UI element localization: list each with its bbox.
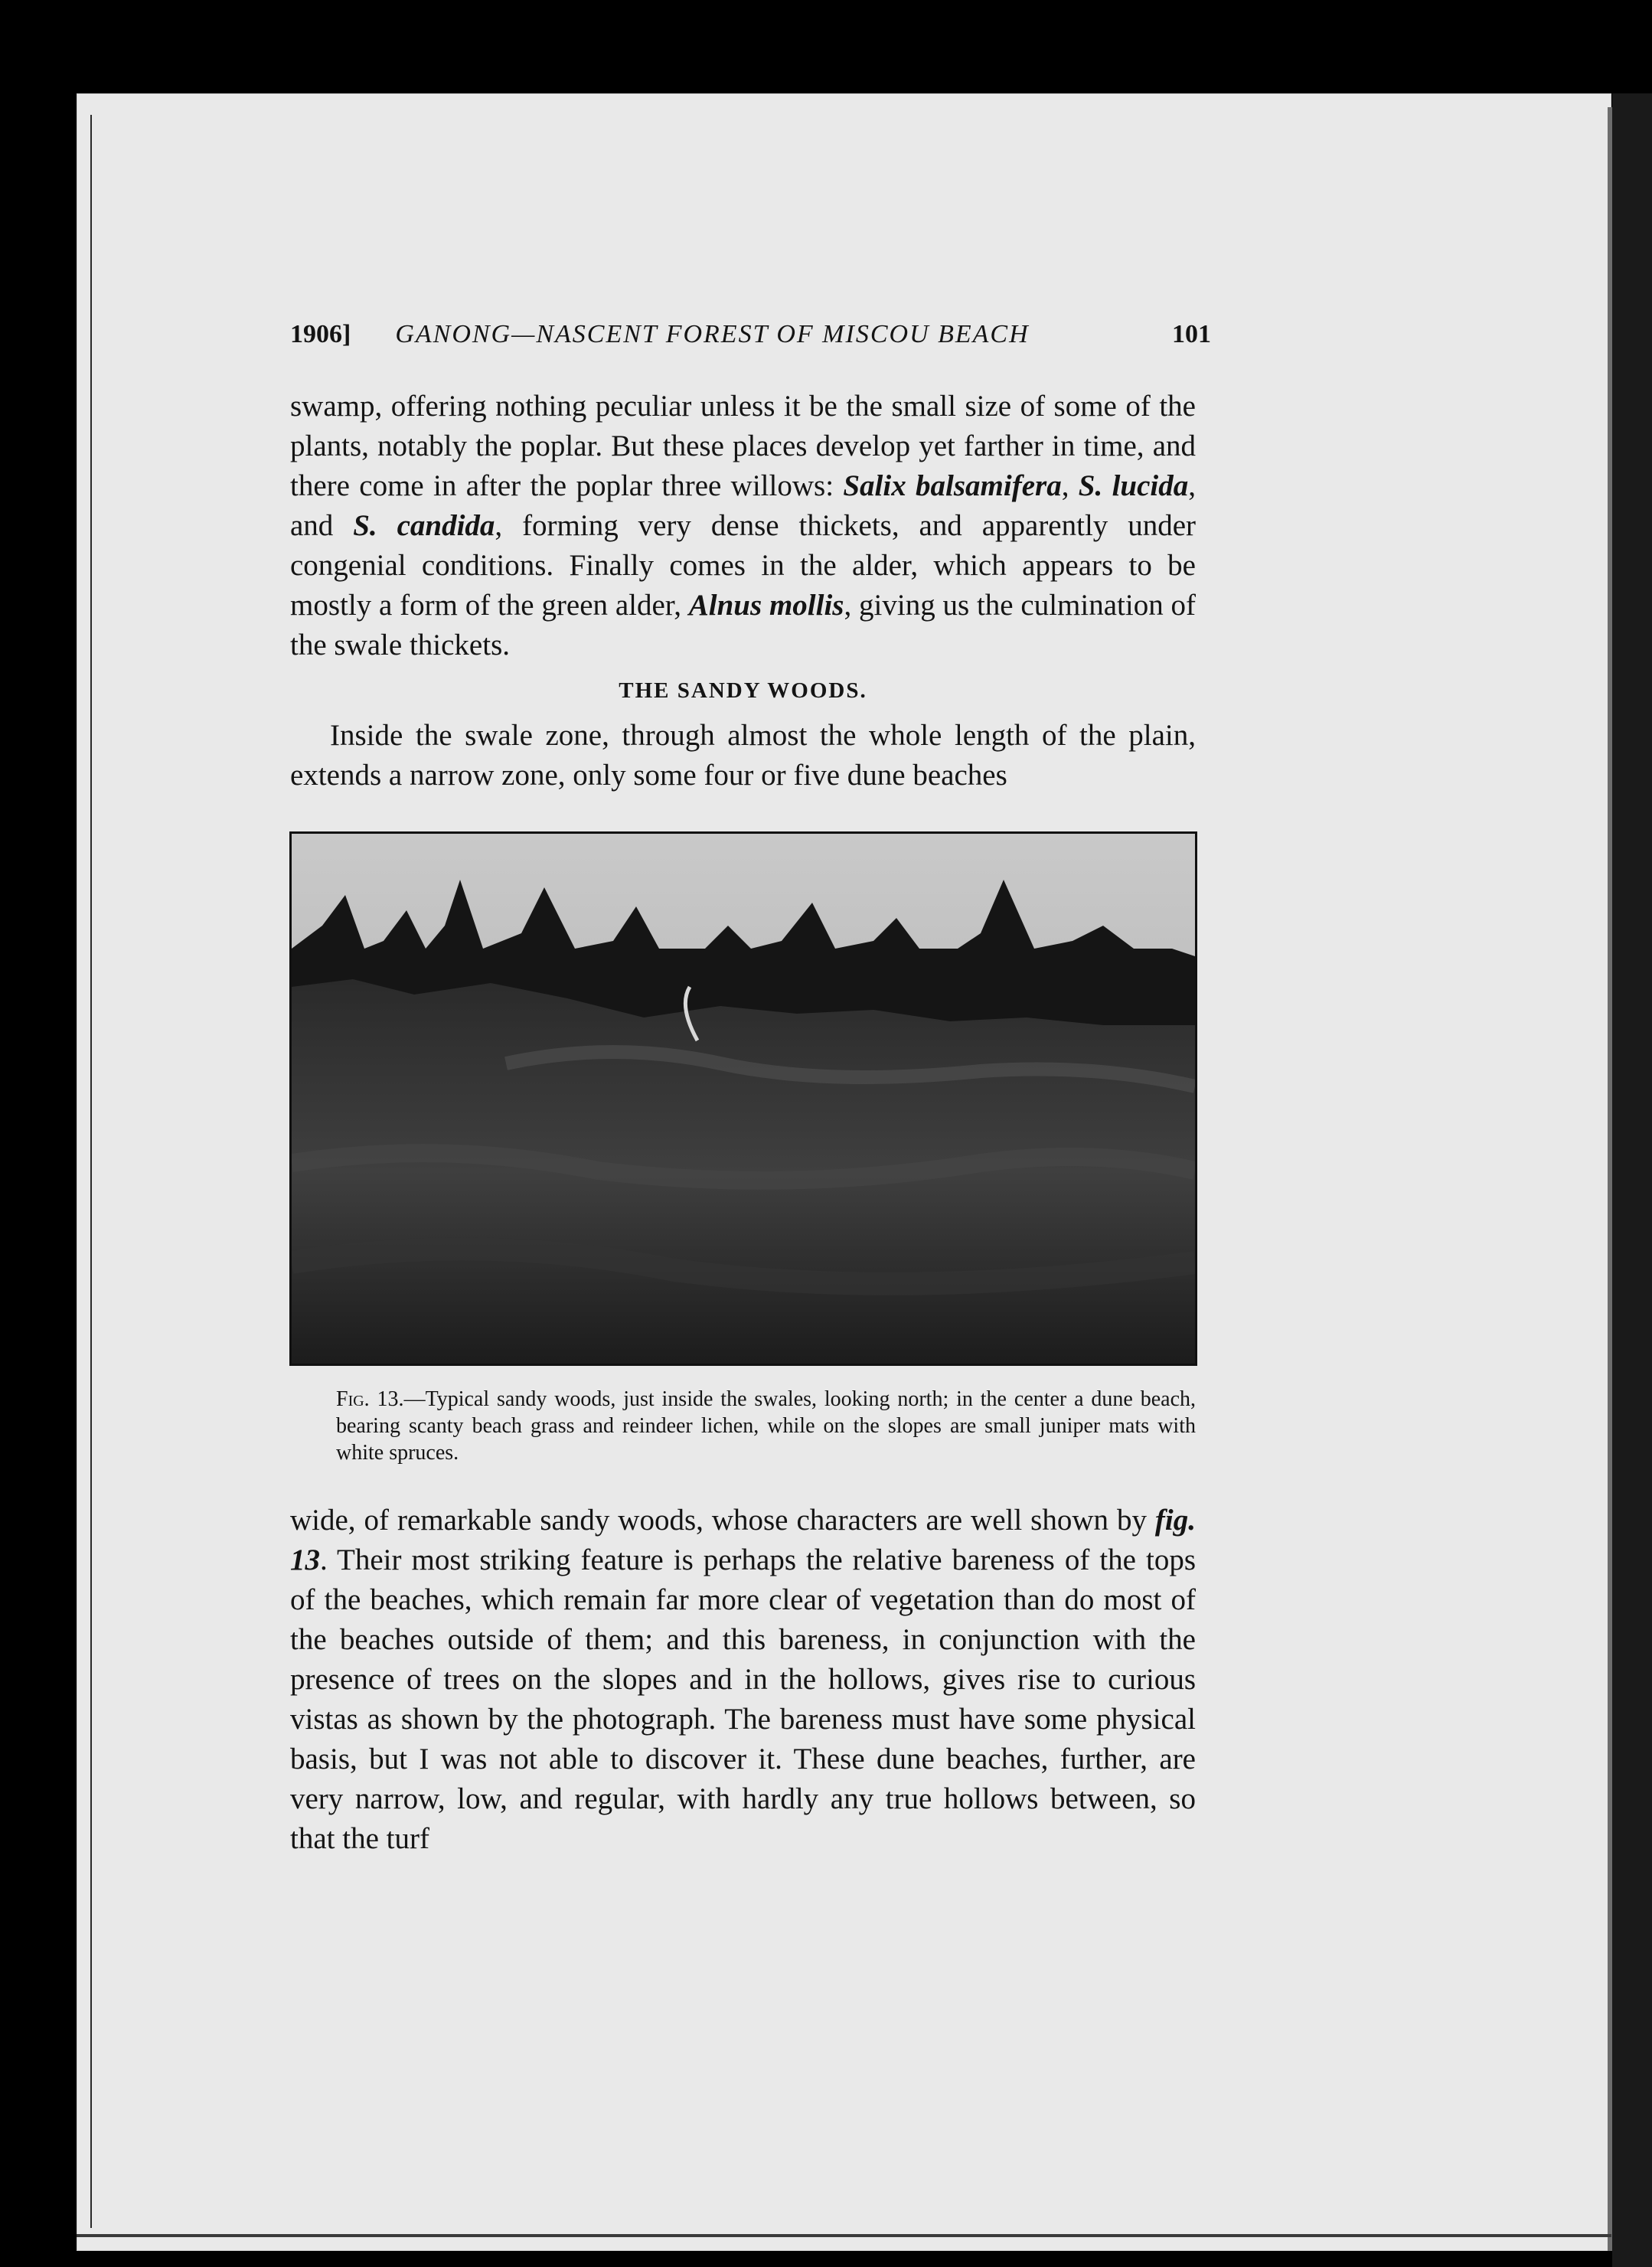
- running-head-title: GANONG—NASCENT FOREST OF MISCOU BEACH: [395, 320, 1030, 348]
- figure-caption: [290, 1386, 1196, 1466]
- page-right-shadow: [1612, 93, 1652, 2267]
- species-name: S. lucida: [1078, 469, 1189, 502]
- forest-photo-illustration: [292, 834, 1195, 1364]
- species-name: S. candida: [353, 509, 495, 542]
- running-head-year: 1906]: [290, 320, 351, 348]
- paragraph-bottom: [290, 1501, 1196, 1859]
- figure-photograph: [289, 831, 1197, 1366]
- caption-body: —Typical sandy woods, just inside the swales, looking north; in the center a dune beach, bearing scanty beach grass and reindeer lichen, while on the slopes are small juniper mats with white spruces.: [336, 1387, 1196, 1465]
- caption-text: [290, 1386, 1196, 1466]
- paragraph-text: . Their most striking feature is perhaps the relative bareness of the tops of the beaches, which remain far more clear of vegetation than do most of the beaches outside of them; and this bareness, in conjunction with the presence of trees on the slopes and in the hollows, gives rise to curious vistas as shown by the photograph. The bareness must have some physical basis, but I was not able to discover it. These dune beaches, further, are very narrow, low, and regular, with hardly any true hollows between, so that the turf: [290, 1543, 1196, 1855]
- running-head: [290, 320, 1211, 358]
- page-number: 101: [1172, 320, 1211, 348]
- figure-label: Fig. 13.: [336, 1387, 404, 1411]
- paragraph-text: , forming very dense thickets, and apparently under congenial conditions. Finally comes in the alder, which appears to be mostly a form of the green alder,: [290, 509, 1196, 622]
- paragraph-text: swamp, offering nothing peculiar unless it be the small size of some of the plants, notably the poplar. But these places develop yet farther in time, and there come in after the poplar three willows:: [290, 390, 1196, 502]
- paragraph-sandy-woods: Inside the swale zone, through almost the whole length of the plain, extends a narrow zone, only some four or five dune beaches: [290, 719, 1196, 792]
- page-right-edge: [1608, 107, 1612, 2251]
- punctuation: , and: [290, 469, 1196, 542]
- punctuation: ,: [1061, 469, 1079, 502]
- page-bottom-edge: [77, 2234, 1611, 2237]
- binding-line: [90, 115, 92, 2228]
- paragraph-text: wide, of remarkable sandy woods, whose characters are well shown by: [290, 1504, 1155, 1537]
- species-name: Salix balsamifera: [843, 469, 1062, 502]
- paragraph-text: , giving us the culmination of the swale thickets.: [290, 589, 1196, 661]
- figure-reference: fig. 13: [290, 1504, 1196, 1576]
- section-heading: THE SANDY WOODS.: [619, 678, 867, 703]
- paragraph-top: [290, 387, 1196, 665]
- species-name: Alnus mollis: [688, 589, 844, 622]
